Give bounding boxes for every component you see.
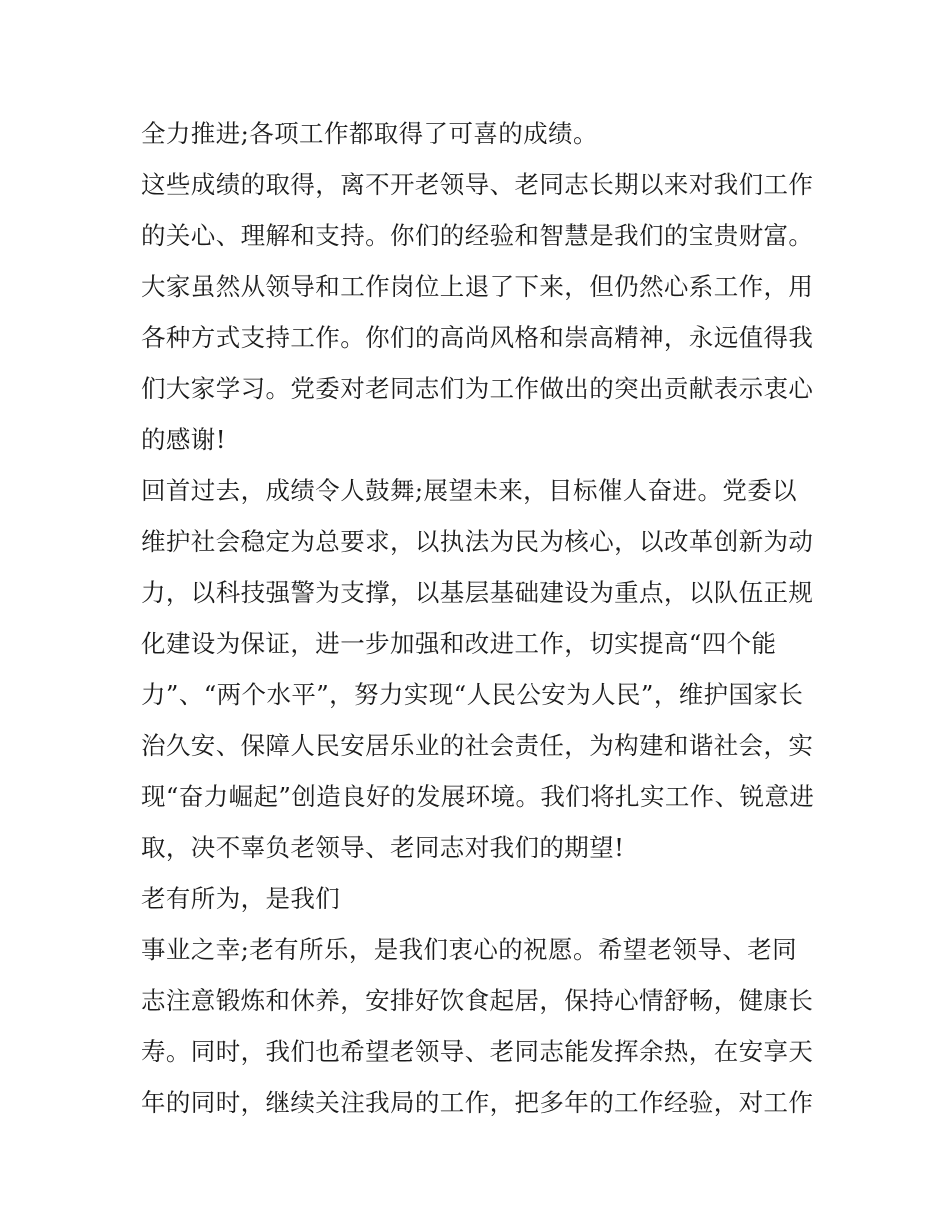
text-line: 寿。同时，我们也希望老领导、老同志能发挥余热，在安享天: [141, 1037, 814, 1066]
text-line: 维护社会稳定为总要求，以执法为民为核心，以改革创新为动: [141, 527, 814, 556]
text-line: 力，以科技强警为支撑，以基层基础建设为重点，以队伍正规: [141, 578, 814, 607]
body-text: [141, 108, 831, 1128]
text-line: 现“奋力崛起”创造良好的发展环境。我们将扎实工作、锐意进: [141, 782, 815, 811]
text-line: 各种方式支持工作。你们的高尚风格和崇高精神，永远值得我: [141, 323, 814, 352]
text-line: 的感谢!: [141, 425, 226, 454]
text-line: 事业之幸;老有所乐，是我们衷心的祝愿。希望老领导、老同: [141, 935, 798, 964]
text-line: 志注意锻炼和休养，安排好饮食起居，保持心情舒畅，健康长: [141, 986, 814, 1015]
text-line: 治久安、保障人民安居乐业的社会责任，为构建和谐社会，实: [141, 731, 814, 760]
text-line: 力”、“两个水平”，努力实现“人民公安为人民”，维护国家长: [141, 680, 804, 709]
text-line: 大家虽然从领导和工作岗位上退了下来，但仍然心系工作，用: [141, 272, 814, 301]
text-line: 们大家学习。党委对老同志们为工作做出的突出贡献表示衷心: [141, 374, 814, 403]
text-line: 的关心、理解和支持。你们的经验和智慧是我们的宝贵财富。: [141, 221, 814, 250]
text-line: 取，决不辜负老领导、老同志对我们的期望!: [141, 833, 625, 862]
text-line: 全力推进;各项工作都取得了可喜的成绩。: [141, 119, 598, 148]
text-line: 这些成绩的取得，离不开老领导、老同志长期以来对我们工作: [141, 170, 814, 199]
text-line: 年的同时，继续关注我局的工作，把多年的工作经验，对工作: [141, 1088, 814, 1117]
text-line: 回首过去，成绩令人鼓舞;展望未来，目标催人奋进。党委以: [141, 476, 798, 505]
text-line: 老有所为，是我们: [141, 884, 341, 913]
text-line: 化建设为保证，进一步加强和改进工作，切实提高“四个能: [141, 629, 777, 658]
